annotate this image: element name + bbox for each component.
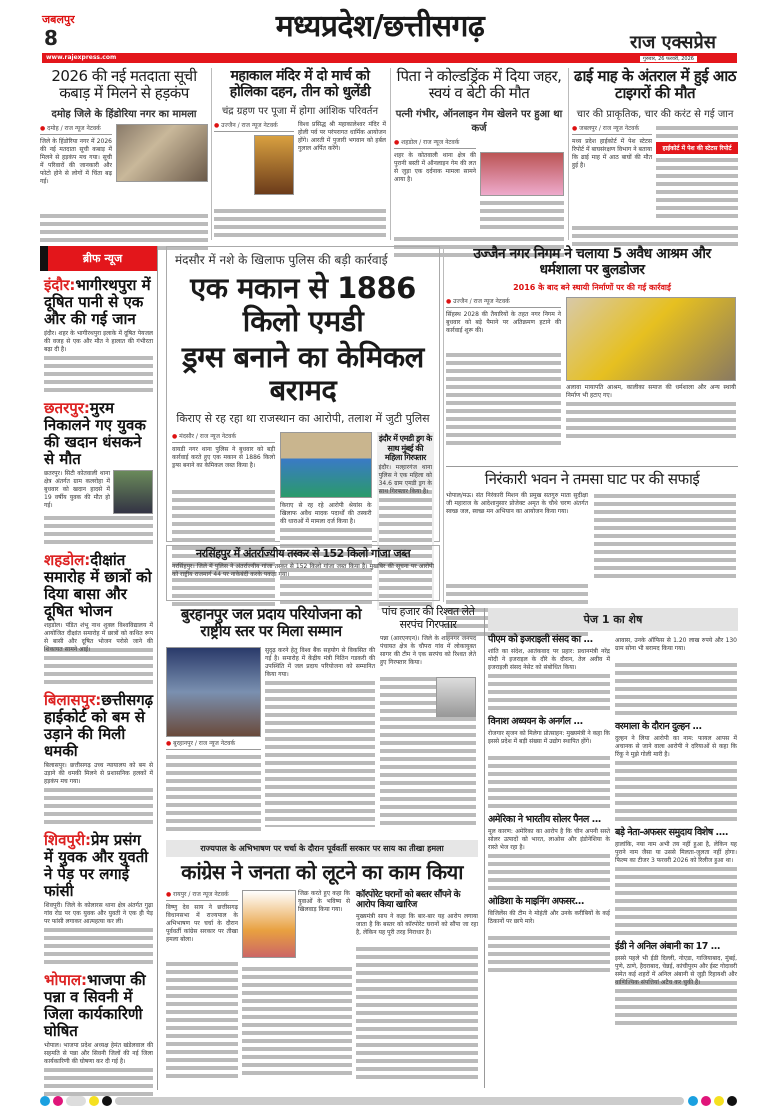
edition-city: जबलपुर — [42, 13, 75, 26]
brief-city: इंदौर: — [44, 276, 76, 294]
brief-news-item — [44, 692, 153, 826]
website-url: www.rajexpress.com — [46, 54, 117, 61]
brand-logo: राज एक्सप्रेस — [630, 32, 716, 53]
congress-story: राज्यपाल के अभिभाषण पर चर्चा के दौरान पूर्ववर्ती सरकार पर साय का तीखा हमला कांग्रेस ने जनता को लूटने का काम किया ● रायपुर / राज न्यूज नेटवर्क विष्णु देव साय ने छत्तीसगढ़ विधानसभा में राज्यपाल के अभिभाषण पर चर्चा के दौरान पूर्ववर्ती कांग्रेस सरकार पर तीखा हमला बोला। जिक्र करते हुए कहा कि युवाओं के भविष्य से खिलवाड़ किया गया। कॉरपोरेट घरानों को बस्तर सौंपने के आरोप किया खारिज मुख्यमंत्री साय ने कहा कि बार-बार यह आरोप लगाया जाता है कि बस्तर को कॉरपोरेट घरानों को सौंपा जा रहा है, लेकिन यह पूरी तरह निराधार है। — [166, 840, 478, 1092]
brief-text: शिवपुरी। जिले के कोलारस थाना क्षेत्र अंतर्गत गुढ़ा गांव रोड पर एक युवक और युवती ने एक ही पेड़ पर फांसी लगाकर आत्महत्या कर ली। — [44, 902, 153, 925]
divider — [211, 68, 212, 240]
bulldozer-photo — [566, 297, 736, 381]
continued-text: रोजगार सृजन को मिलेगा प्रोत्साहन: मुख्यमंत्री ने कहा कि इससे प्रदेश में बड़ी संख्या में उद्योग स्थापित होंगे। — [488, 729, 610, 745]
kicker: राज्यपाल के अभिभाषण पर चर्चा के दौरान पूर्ववर्ती सरकार पर साय का तीखा हमला — [166, 840, 478, 857]
continued-item — [488, 815, 610, 892]
continued-item — [615, 942, 737, 1027]
brief-news-column — [40, 246, 158, 1090]
issue-date: गुरुवार, 26 फरवरी, 2026 — [640, 56, 697, 62]
mandsaur-story: मंदसौर में नशे के खिलाफ पुलिस की बड़ी कार्रवाई एक मकान से 1886 किलो एमडी ड्रग्स बनाने का केमिकल बरामद किराए से रह रहा था राजस्थान का आरोपी, तलाश में जुटी पुलिस ● मंदसौर / राज न्यूज नेटवर्क वायडी नगर थाना पुलिस ने बुधवार को बड़ी कार्रवाई करते हुए एक मकान से 1886 किलो ड्रग्स बनाने का केमिकल जब्त किया है। किराए से रह रहे आरोपी श्रेयांस के खिलाफ अवैध मादक पदार्थों की तस्करी की धाराओं में मामला दर्ज किया है। इंदौर में एमडी ड्रग के साथ मुंबई की महिला गिरफ्तार इंदौर। मल्हारगंज थाना पुलिस ने एक महिला को 34.6 ग्राम एमडी ड्रग के साथ गिरफ्तार किया है। — [166, 246, 440, 542]
brief-news-item — [44, 552, 153, 686]
brief-headline: भोपाल:भाजपा की पन्ना व सिवनी में जिला कार्यकारिणी घोषित — [44, 971, 146, 1040]
brief-text: इंदौर। शहर के भागीरथपुरा इलाके में दूषित पेयजल की वजह से एक और मौत ने हालात की गंभीरता बढ़ा दी है। — [44, 330, 153, 353]
continued-text: दुल्हन ने लिया आरोपी का नाम: फायल आपस में अचानक से जाने वाला आरोपी ने दरियाओं से कहा कि रिंकू ने मुझे गोली मारी है। — [615, 734, 737, 758]
section-title: मध्यप्रदेश/छत्तीसगढ़ — [275, 9, 485, 44]
narsinghpur-story: नरसिंहपुर में अंतर्राज्यीय तस्कर से 152 किलो गांजा जब्त नरसिंहपुर। जिले में पुलिस ने अंतर्राज्यीय गांजा तस्कर से 152 किलो गांजा जब्त किया है। मुखबिर की सूचना पर आरोपी को राष्ट्रीय राजमार्ग 44 पर नाकेबंदी करके पकड़ा गया। — [166, 545, 440, 601]
brief-text: शहडोल। पंडित शंभू नाथ शुक्ल विश्वविद्यालय में आयोजित दीक्षांत समारोह में छात्रों को कथित रूप से बासी और दूषित भोजन परोसे जाने की शिकायत सामने आई। — [44, 622, 153, 653]
continued-item — [615, 828, 737, 937]
brief-text: छतरपुर। सिटी कोतवाली थाना क्षेत्र अंतर्गत ग्राम कलरोहा में बुधवार को खदान हादसे में 19 वर्षीय युवक की मौत हो गई। — [44, 470, 110, 509]
top-story-mahakal: महाकाल मंदिर में दो मार्च को होलिका दहन, तीन को धुलेंडी चंद्र ग्रहण पर पूजा में होगा आंशिक परिवर्तन ● उज्जैन / राज न्यूज नेटवर्क विश्व प्रसिद्ध श्री महाकालेश्वर मंदिर में होली पर्व पर परंपरागत धार्मिक आयोजन होंगे। आरती में पुजारी भगवान को हर्बल गुलाल अर्पित करेंगे। — [214, 68, 386, 240]
continued-headline: पीएम को इजराइली संसद का ... — [488, 634, 593, 645]
continued-text: हालांकि, नया नाम अभी तय नहीं हुआ है, लेकिन यह पुराने नाम जैसा या उससे मिलता-जुलता नहीं होगा। फिल्म का टीजर 3 फरवरी 2026 को रिलीज हुआ था। — [615, 840, 737, 864]
continued-text: मूल कारण: अमेरिका का आरोप है कि चीन अपनी सस्ते सोलर उत्पादों को भारत, लाओस और इंडोनेशिया के रास्ते भेज रहा है। — [488, 827, 610, 851]
brief-text: भोपाल। भाजपा प्रदेश अध्यक्ष हेमंत खंडेलवाल की सहमति से पन्ना और सिवनी जिलों की नई जिला कार्यकारिणी की घोषणा कर दी गई है। — [44, 1042, 153, 1065]
status-report-badge: हाईकोर्ट में पेश की स्टेटस रिपोर्ट — [656, 142, 738, 154]
panna-story: पांच हजार की रिश्वत लेते सरपंच गिरफ्तार पन्ना (आरएनएन)। जिले के शाहनगर जनपद पंचायत क्षेत्र के चौपरा गांव में लोकायुक्त सागर की टीम ने एक सरपंच को रिश्वत लेते हुए गिरफ्तार किया। — [380, 606, 476, 834]
brief-city: छतरपुर: — [44, 399, 90, 417]
brief-news-item — [44, 972, 153, 1098]
divider — [390, 68, 391, 240]
continued-item — [615, 637, 737, 717]
continued-text: आवास, उनके ऑफिस से 1.20 लाख रुपये और 130 ग्राम सोना भी बरामद किया गया। — [615, 637, 737, 652]
award-photo — [166, 647, 261, 737]
continued-item — [488, 635, 610, 712]
mahakal-photo — [254, 135, 294, 195]
top-story-tigers: ढाई माह के अंतराल में हुई आठ टाइगरों की मौत चार की प्राकृतिक, चार की करंट से गई जान ● जबलपुर / राज न्यूज नेटवर्क मध्य प्रदेश हाईकोर्ट में पेश स्टेटस रिपोर्ट में बाघसंरक्षण विभाग ने बताया कि ढाई माह में आठ बाघों की मौत हुई है। हाईकोर्ट में पेश की स्टेटस रिपोर्ट — [572, 68, 738, 240]
continued-text: शांति का संदेश, आतंकवाद पर प्रहार: प्रधानमंत्री नरेंद्र मोदी ने इजराइल के दौरे के दौरान, तेल अवीव में इजराइली संसद नेसेट को संबोधित किया। — [488, 647, 610, 671]
brief-news-item — [44, 400, 153, 546]
voter-list-photo — [116, 124, 208, 182]
brief-news-title: ब्रीफ न्यूज — [40, 246, 157, 271]
continued-headline: ईडी ने अनिल अंबानी का 17 ... — [615, 940, 720, 952]
seized-chemical-photo — [280, 432, 372, 498]
continued-headline: बड़े नेता-अफसर समुदाय विशेष .... — [615, 826, 728, 838]
page-number: 8 — [44, 26, 58, 50]
brief-headline: शिवपुरी:प्रेम प्रसंग में युवक और युवती ने पेड़ पर लगाई फांसी — [44, 831, 149, 900]
brief-headline: शहडोल:दीक्षांत समारोह में छात्रों को दिया बासा और दूषित भोजन — [44, 551, 152, 620]
continued-item — [488, 717, 610, 810]
victim-photo — [113, 470, 153, 514]
chief-minister-photo — [242, 890, 296, 958]
brief-city: बिलासपुर: — [44, 691, 102, 709]
continued-headline: अमेरिका ने भारतीय सोलर पैनल ... — [488, 813, 601, 825]
kicker: मंदसौर में नशे के खिलाफ पुलिस की बड़ी कार्रवाई — [175, 253, 388, 267]
brief-city: शिवपुरी: — [44, 831, 91, 849]
continued-text: विजिलेंस की टीम ने मोहंती और उनके करीबियों के कई ठिकानों पर छापे मारे। — [488, 909, 610, 925]
brief-headline: बिलासपुर:छत्तीसगढ़ हाईकोर्ट को बम से उड़ाने की मिली धमकी — [44, 691, 154, 760]
continued-headline: विनाश अध्ययन के अनर्गल ... — [488, 715, 583, 727]
print-registration-marks — [40, 1096, 740, 1106]
brief-text: बिलासपुर। छत्तीसगढ़ उच्च न्यायालय को बम से उड़ाने की धमकी मिलने से प्रशासनिक हलकों में हड़कंप मच गया। — [44, 762, 153, 785]
burhanpur-story: बुरहानपुर जल प्रदाय परियोजना को राष्ट्रीय स्तर पर मिला सम्मान ● बुरहानपुर / राज न्यूज नेटवर्क सुदृढ़ करने हेतु विश्व बैंक सहयोग से विकसित की गई है। समारोह में केंद्रीय मंत्री नितिन गडकरी की उपस्थिति में जल प्रदाय परियोजना को सम्मानित किया गया। — [166, 606, 376, 834]
brief-headline: इंदौर:भागीरथपुरा में दूषित पानी से एक और की गई जान — [44, 276, 151, 328]
continued-headline: वरमाला के दौरान दुल्हन ... — [615, 721, 702, 732]
nirankari-story: निरंकारी भवन ने तमसा घाट पर की सफाई भोपाल/मऊ। संत निरंकारी मिशन की प्रमुख सतगुरु माता सुदीक्षा जी महाराज के आदेशानुसार प्रोजेक्ट अमृत के चौथे चरण अंतर्गत स्वच्छ जल, स्वच्छ मन अभियान का आयोजन किया गया। — [446, 466, 738, 602]
continued-item — [615, 722, 737, 823]
brief-city: शहडोल: — [44, 551, 91, 569]
continued-item — [488, 897, 610, 974]
indore-box: इंदौर में एमडी ड्रग के साथ मुंबई की महिला गिरफ्तार इंदौर। मल्हारगंज थाना पुलिस ने एक महिला को 34.6 ग्राम एमडी ड्रग के साथ गिरफ्तार किया है। — [377, 432, 434, 610]
masthead — [0, 0, 778, 64]
brief-news-item — [44, 832, 153, 966]
victims-photo — [480, 152, 564, 196]
sarpanch-photo — [436, 677, 476, 717]
divider — [443, 246, 444, 602]
page1-continued-title: पेज 1 का शेष — [488, 608, 738, 631]
top-story-poison: पिता ने कोल्डड्रिंक में दिया जहर, स्वयं व बेटी की मौत पत्नी गंभीर, ऑनलाइन गेम खेलने पर हुआ था कर्ज ● शहडोल / राज न्यूज नेटवर्क शहर के कोतवाली थाना क्षेत्र की पुरानी बस्ती में ऑनलाइन गेम की लत से जुड़ा एक दर्दनाक मामला सामने आया है। — [394, 68, 564, 240]
brief-headline: छतरपुर:मुरम निकालने गए युवक की खदान धंसकने से मौत — [44, 399, 146, 468]
brief-city: भोपाल: — [44, 971, 88, 989]
continued-text: इससे पहले भी ईडी दिल्ली, नोएडा, गाजियाबाद, मुंबई, पुणे, ठाणे, हैदराबाद, चेन्नई, कांचीपुरम और ईस्ट गोदावरी समेत कई शहरों में अनिल अंबानी से जुड़ी रिहायशी और वाणिज्यिक संपत्तियां अटैच कर चुकी है। — [615, 954, 737, 986]
red-bar — [42, 53, 737, 63]
ujjain-story: उज्जैन नगर निगम ने चलाया 5 अवैध आश्रम और धर्मशाला पर बुलडोजर 2016 के बाद बने स्थायी निर्माणों पर की गई कार्रवाई ● उज्जैन / राज न्यूज नेटवर्क सिंहस्थ 2028 की तैयारियों के तहत नगर निगम ने बुधवार को बड़े पैमाने पर अतिक्रमण हटाने की कार्रवाई शुरू की। अलावा मायापति आश्रम, कालीका समाज की धर्मशाला और अन्य स्थायी निर्माण भी हटाए गए। — [446, 246, 738, 456]
top-story-voter-list: 2026 की नई मतदाता सूची कबाड़ में मिलने से हड़कंप दमोह जिले के हिंडोरिया नगर का मामला ● दमोह / राज न्यूज नेटवर्क जिले के हिंडोरिया नगर में 2026 की नई मतदाता सूची कबाड़ में मिलने से हड़कंप मच गया। सूची में परिवारों की जानकारी और फोटो होने से लोगों में चिंता बढ़ गई। — [40, 68, 208, 240]
brief-news-item — [44, 277, 153, 394]
page1-continued — [484, 608, 738, 1088]
divider — [568, 68, 569, 240]
continued-headline: ओडिशा के माइनिंग अफसर... — [488, 895, 585, 907]
